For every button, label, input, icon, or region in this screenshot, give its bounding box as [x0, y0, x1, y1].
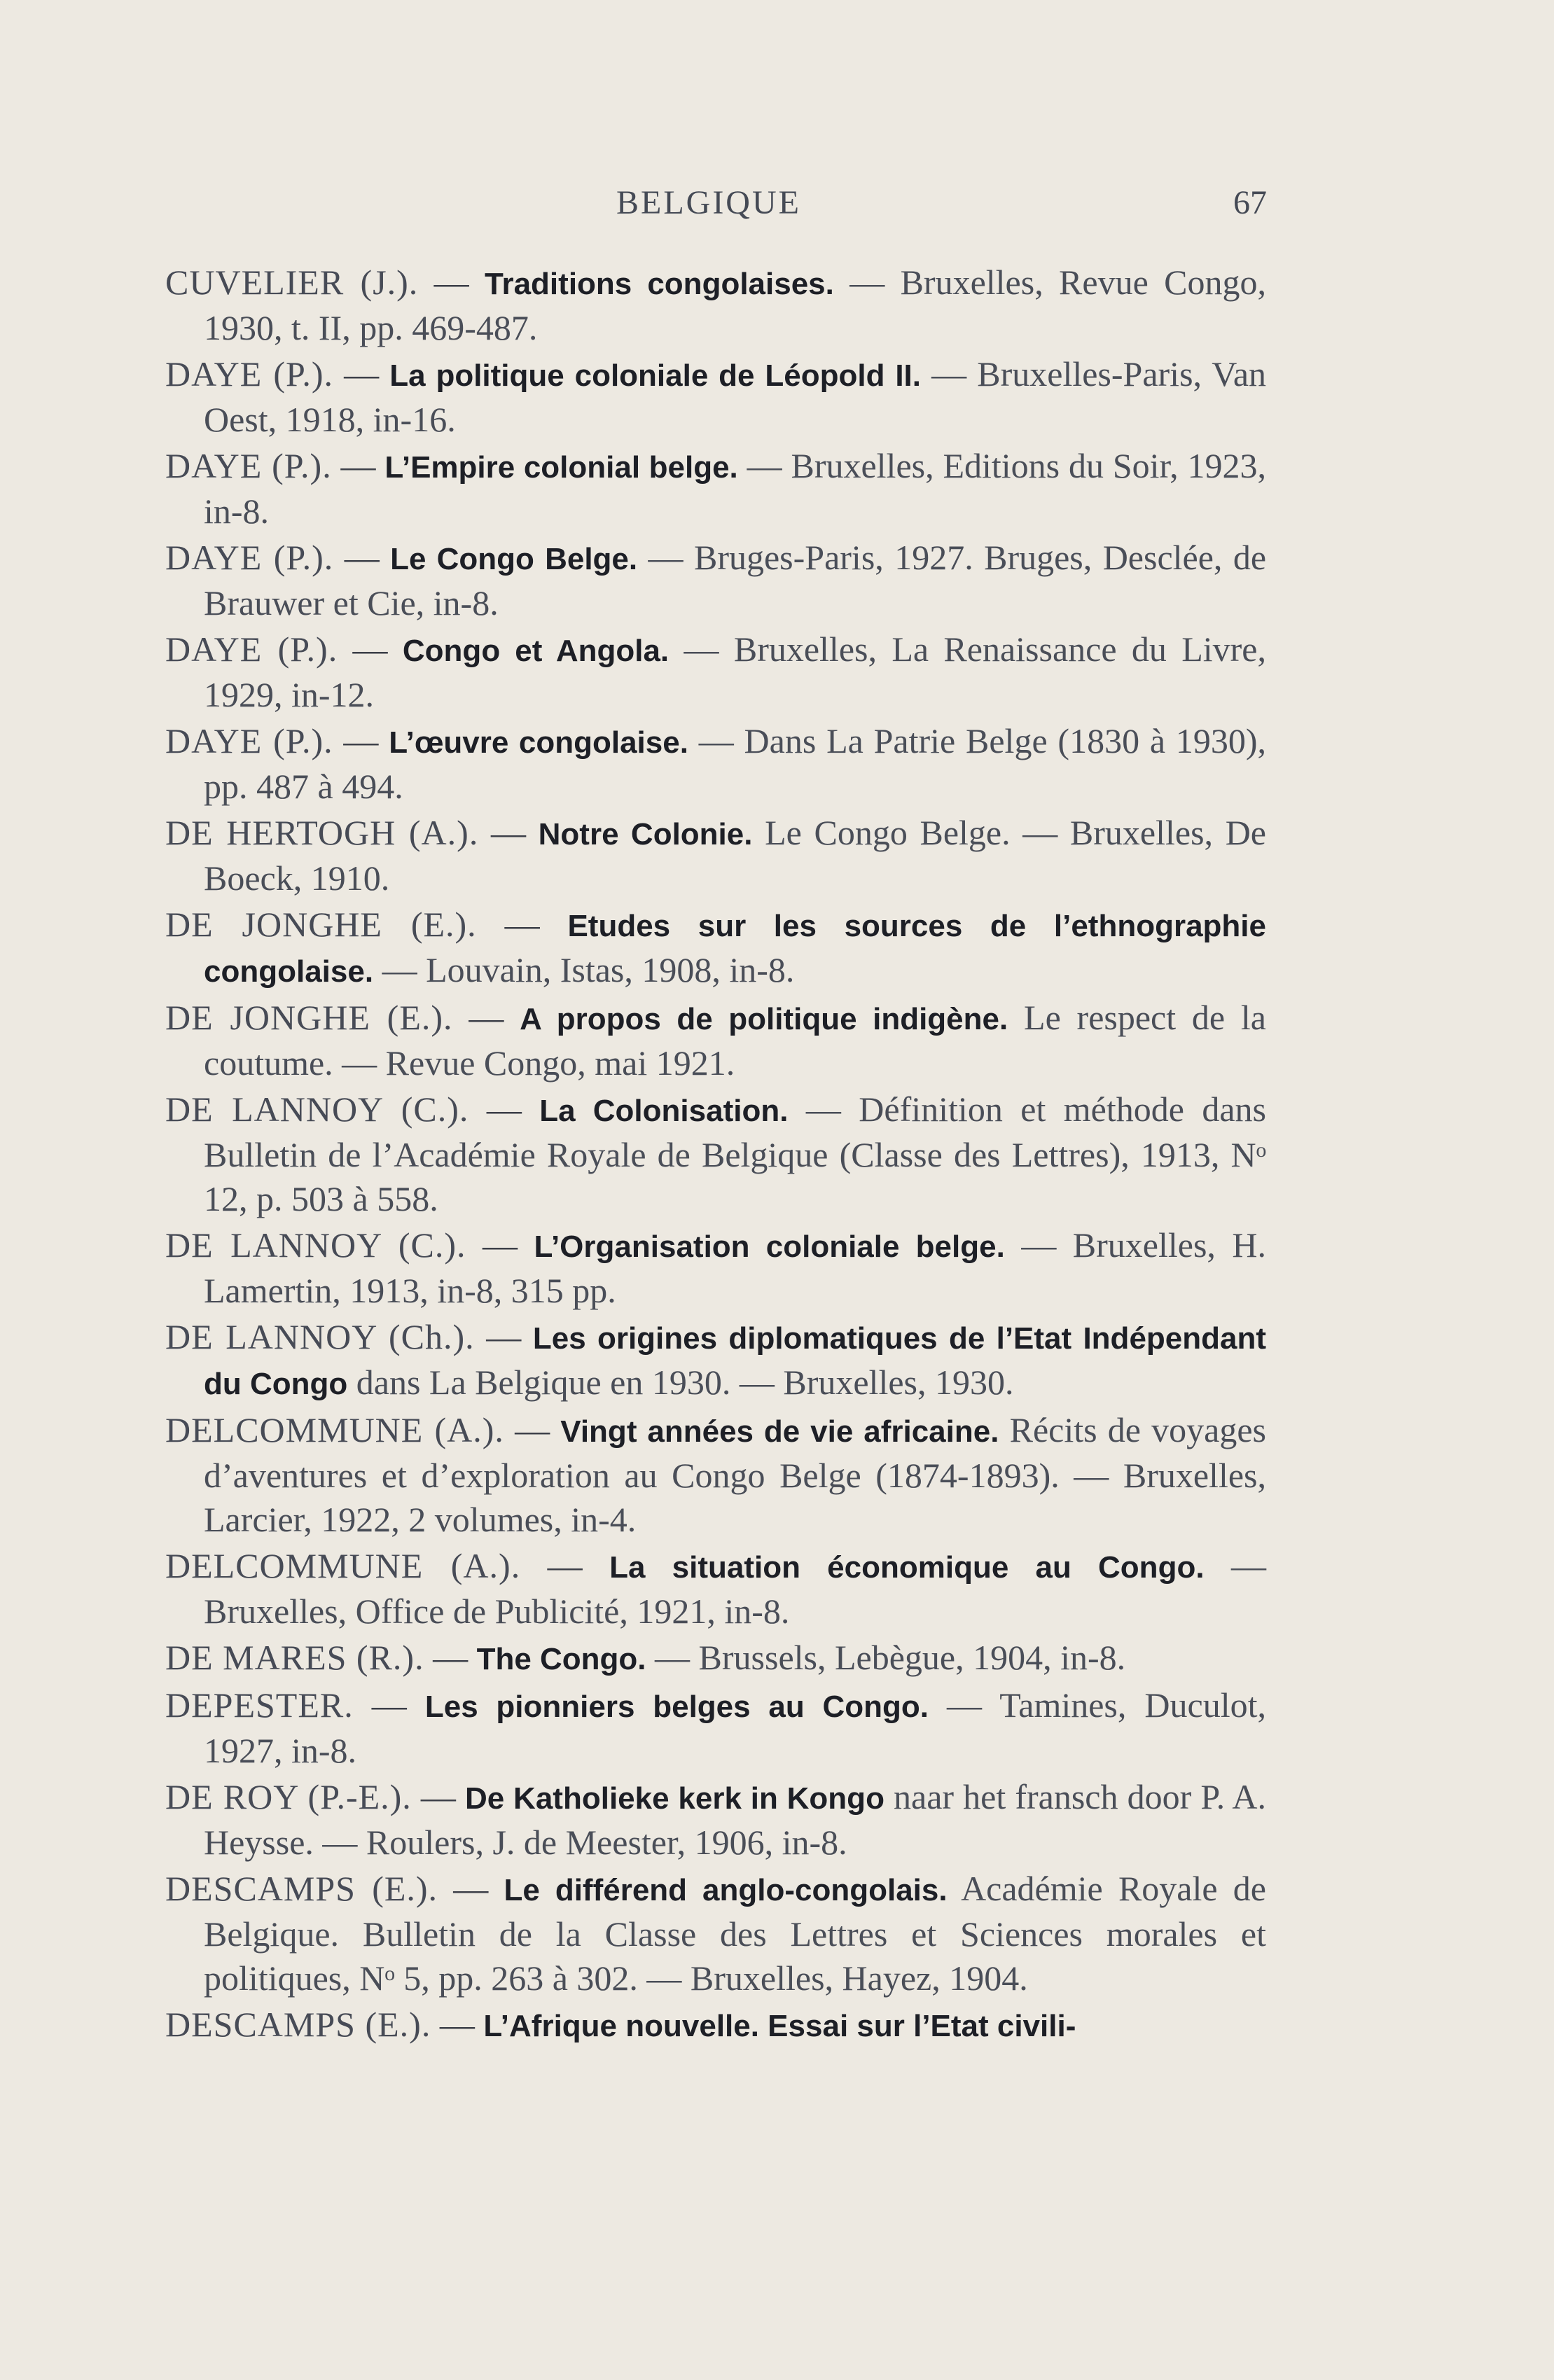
entry-author: DAYE (P.).: [165, 721, 333, 760]
entry-details: — Tamines, Duculot, 1927, in-8.: [204, 1685, 1267, 1770]
entry-author: DESCAMPS (E.).: [165, 2005, 431, 2044]
entry-author: DELCOMMUNE (A.).: [165, 1410, 504, 1449]
bibliography-entry: DEPESTER. — Les pionniers belges au Congo. — Tamines, Duculot, 1927, in-8.: [165, 1685, 1267, 1770]
bibliography-list: [165, 260, 1266, 2050]
bibliography-entry: DAYE (P.). — La politique coloniale de Léopold II. — Bruxelles-Paris, Van Oest, 1918, in-16.: [165, 354, 1267, 439]
page-header: [0, 183, 1554, 239]
bibliography-entry: DELCOMMUNE (A.). — La situation économique au Congo. — Bruxelles, Office de Publicité, 1921, in-8.: [165, 1546, 1267, 1631]
bibliography-entry: DE MARES (R.). — The Congo. — Brussels, Lebègue, 1904, in-8.: [165, 1638, 1126, 1677]
entry-title: Les pionniers belges au Congo.: [424, 1690, 929, 1724]
bibliography-entry: DAYE (P.). — L’Empire colonial belge. — Bruxelles, Editions du Soir, 1923, in-8.: [165, 446, 1267, 531]
bibliography-entry: DE ROY (P.-E.). — De Katholieke kerk in Kongo naar het fransch door P. A. Heysse. — Roulers, J. de Meester, 1906, in-8.: [165, 1777, 1267, 1862]
entry-title: A propos de politique indigène.: [520, 1002, 1008, 1036]
entry-details: Le respect de la coutume. — Revue Congo, mai 1921.: [204, 998, 1267, 1083]
entry-details: Le Congo Belge. — Bruxelles, De Boeck, 1910.: [204, 813, 1267, 898]
bibliography-entry: CUVELIER (J.). — Traditions congolaises. — Bruxelles, Revue Congo, 1930, t. II, pp. 469-487.: [165, 263, 1266, 347]
entry-author: DE LANNOY (Ch.).: [165, 1317, 475, 1356]
entry-author: DE ROY (P.-E.).: [165, 1777, 412, 1816]
entry-details: — Bruxelles, H. Lamertin, 1913, in-8, 315 pp.: [204, 1225, 1267, 1310]
entry-details: — Définition et méthode dans Bulletin de l’Académie Royale de Belgique (Classe des Lettres), 1913, Nᵒ 12, p. 503 à 558.: [204, 1090, 1267, 1218]
bibliography-entry: DAYE (P.). — Congo et Angola. — Bruxelles, La Renaissance du Livre, 1929, in-12.: [165, 629, 1267, 714]
bibliography-entry: DE LANNOY (C.). — L’Organisation coloniale belge. — Bruxelles, H. Lamertin, 1913, in-8, 315 pp.: [165, 1225, 1267, 1310]
bibliography-entry: DE LANNOY (C.). — La Colonisation. — Définition et méthode dans Bulletin de l’Académie Royale de Belgique (Classe des Lettres), 1913, Nᵒ 12, p. 503 à 558.: [165, 1090, 1267, 1218]
entry-title: L’œuvre congolaise.: [389, 725, 688, 760]
entry-title: L’Organisation coloniale belge.: [534, 1230, 1005, 1264]
bibliography-entry: DE JONGHE (E.). — Etudes sur les sources de l’ethnographie congolaise. — Louvain, Istas, 1908, in-8.: [165, 905, 1266, 989]
entry-author: DEPESTER.: [165, 1685, 354, 1725]
entry-author: CUVELIER (J.).: [165, 263, 419, 302]
running-head: BELGIQUE: [616, 184, 801, 221]
entry-details: — Louvain, Istas, 1908, in-8.: [373, 950, 795, 989]
entry-details: — Bruges-Paris, 1927. Bruges, Desclée, de Brauwer et Cie, in-8.: [204, 538, 1267, 622]
entry-author: DE HERTOGH (A.).: [165, 813, 479, 852]
bibliography-entry: DESCAMPS (E.). — Le différend anglo-congolais. Académie Royale de Belgique. Bulletin de la Classe des Lettres et Sciences morales et politiques, Nᵒ 5, pp. 263 à 302. — Bruxelles, Hayez, 1904.: [165, 1869, 1266, 1998]
entry-details: — Dans La Patrie Belge (1830 à 1930), pp. 487 à 494.: [204, 721, 1267, 806]
bibliography-entry: DE JONGHE (E.). — A propos de politique indigène. Le respect de la coutume. — Revue Congo, mai 1921.: [165, 998, 1267, 1083]
entry-author: DAYE (P.).: [165, 629, 338, 669]
entry-title: Vingt années de vie africaine.: [560, 1414, 999, 1449]
bibliography-entry: DESCAMPS (E.). — L’Afrique nouvelle. Essai sur l’Etat civili-: [165, 2005, 1076, 2044]
entry-author: DESCAMPS (E.).: [165, 1869, 438, 1908]
entry-details: — Bruxelles, La Renaissance du Livre, 1929, in-12.: [204, 629, 1267, 714]
entry-title: L’Empire colonial belge.: [384, 450, 738, 485]
entry-title: Le Congo Belge.: [390, 542, 638, 576]
entry-title: La politique coloniale de Léopold II.: [389, 359, 921, 393]
entry-author: DAYE (P.).: [165, 538, 334, 577]
entry-author: DE LANNOY (C.).: [165, 1225, 466, 1265]
entry-details: — Brussels, Lebègue, 1904, in-8.: [646, 1638, 1126, 1677]
entry-title: La Colonisation.: [539, 1094, 789, 1128]
entry-author: DE MARES (R.).: [165, 1638, 424, 1677]
entry-title: Les origines diplomatiques de l’Etat Indépendant du Congo: [204, 1321, 1267, 1401]
entry-title: Congo et Angola.: [402, 634, 670, 668]
entry-author: DE LANNOY (C.).: [165, 1090, 469, 1129]
entry-author: DE JONGHE (E.).: [165, 905, 477, 944]
entry-author: DAYE (P.).: [165, 446, 332, 485]
entry-title: The Congo.: [476, 1642, 646, 1676]
entry-title: Notre Colonie.: [538, 817, 753, 851]
entry-details: — Bruxelles-Paris, Van Oest, 1918, in-16.: [204, 354, 1267, 439]
entry-details: — Bruxelles, Office de Publicité, 1921, in-8.: [204, 1546, 1267, 1631]
entry-details: Académie Royale de Belgique. Bulletin de la Classe des Lettres et Sciences morales et politiques, Nᵒ 5, pp. 263 à 302. — Bruxelles, Hayez, 1904.: [204, 1869, 1266, 1998]
entry-title: Traditions congolaises.: [485, 267, 834, 301]
bibliography-entry: DAYE (P.). — Le Congo Belge. — Bruges-Paris, 1927. Bruges, Desclée, de Brauwer et Cie, in-8.: [165, 538, 1267, 622]
bibliography-entry: DE LANNOY (Ch.). — Les origines diplomatiques de l’Etat Indépendant du Congo dans La Belgique en 1930. — Bruxelles, 1930.: [165, 1317, 1267, 1402]
entry-title: Etudes sur les sources de l’ethnographie congolaise.: [204, 909, 1266, 989]
entry-details: Récits de voyages d’aventures et d’exploration au Congo Belge (1874-1893). — Bruxelles, Larcier, 1922, 2 volumes, in-4.: [204, 1410, 1267, 1539]
bibliography-entry: DELCOMMUNE (A.). — Vingt années de vie africaine. Récits de voyages d’aventures et d’exploration au Congo Belge (1874-1893). — Bruxelles, Larcier, 1922, 2 volumes, in-4.: [165, 1410, 1267, 1539]
entry-author: DE JONGHE (E.).: [165, 998, 453, 1037]
entry-details: naar het fransch door P. A. Heysse. — Roulers, J. de Meester, 1906, in-8.: [204, 1777, 1267, 1862]
bibliography-entry: DAYE (P.). — L’œuvre congolaise. — Dans La Patrie Belge (1830 à 1930), pp. 487 à 494.: [165, 721, 1267, 806]
entry-details: — Bruxelles, Editions du Soir, 1923, in-8.: [204, 446, 1267, 531]
page-number: 67: [1233, 184, 1267, 221]
entry-author: DELCOMMUNE (A.).: [165, 1546, 521, 1585]
entry-title: Le différend anglo-congolais.: [504, 1873, 948, 1907]
entry-details: — Bruxelles, Revue Congo, 1930, t. II, pp. 469-487.: [204, 263, 1266, 347]
entry-details: dans La Belgique en 1930. — Bruxelles, 1930.: [347, 1363, 1014, 1402]
entry-title: La situation économique au Congo.: [609, 1550, 1205, 1585]
entry-title: L’Afrique nouvelle. Essai sur l’Etat civili-: [483, 2009, 1076, 2043]
entry-author: DAYE (P.).: [165, 354, 333, 394]
bibliography-entry: DE HERTOGH (A.). — Notre Colonie. Le Congo Belge. — Bruxelles, De Boeck, 1910.: [165, 813, 1267, 898]
entry-title: De Katholieke kerk in Kongo: [465, 1781, 884, 1816]
